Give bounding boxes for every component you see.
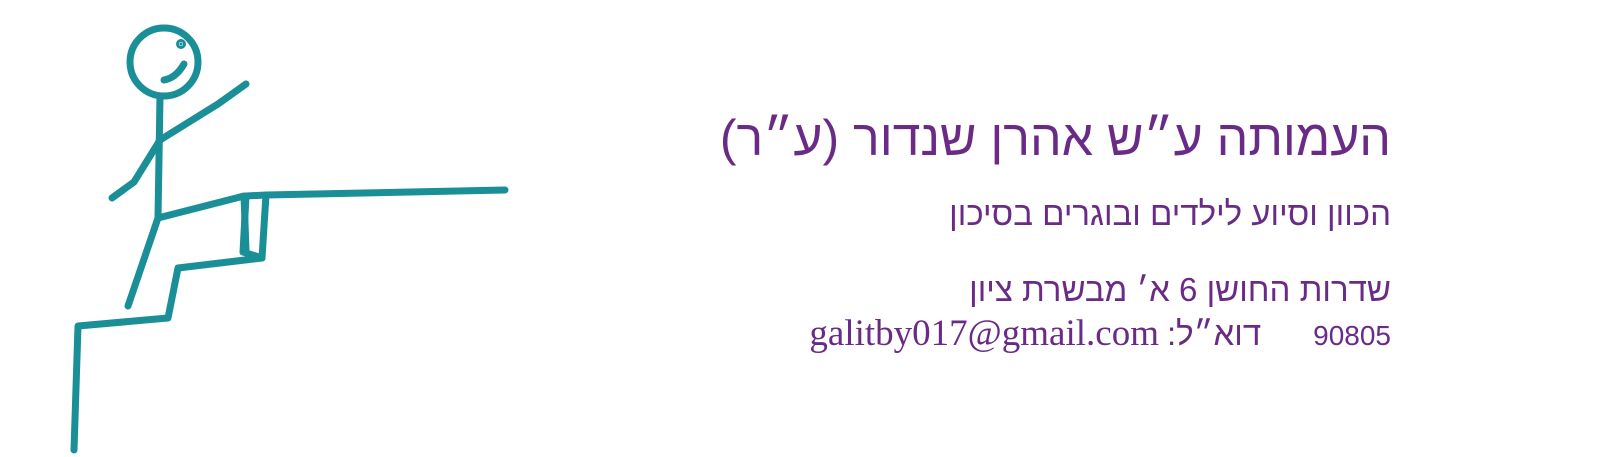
stairs-outline <box>74 190 505 450</box>
leg-back <box>128 218 158 306</box>
stick-figure-stairs-logo <box>0 0 520 457</box>
torso <box>158 96 160 218</box>
tagline: הכוון וסיוע לילדים ובוגרים בסיכון <box>949 195 1391 232</box>
arm-back <box>112 140 160 198</box>
postal-code: 90805 <box>1313 320 1391 351</box>
contact-row <box>809 312 1391 358</box>
email-label: דוא״ל: <box>1166 315 1262 352</box>
organization-name: העמותה ע״ש אהרן שנדור (ע״ר) <box>719 110 1391 166</box>
address: שדרות החושן 6 א׳ מבשרת ציון <box>969 271 1391 308</box>
email-link[interactable]: galitby017@gmail.com <box>809 313 1159 354</box>
smile <box>164 64 184 80</box>
leg-front <box>158 196 246 250</box>
head <box>130 28 198 96</box>
